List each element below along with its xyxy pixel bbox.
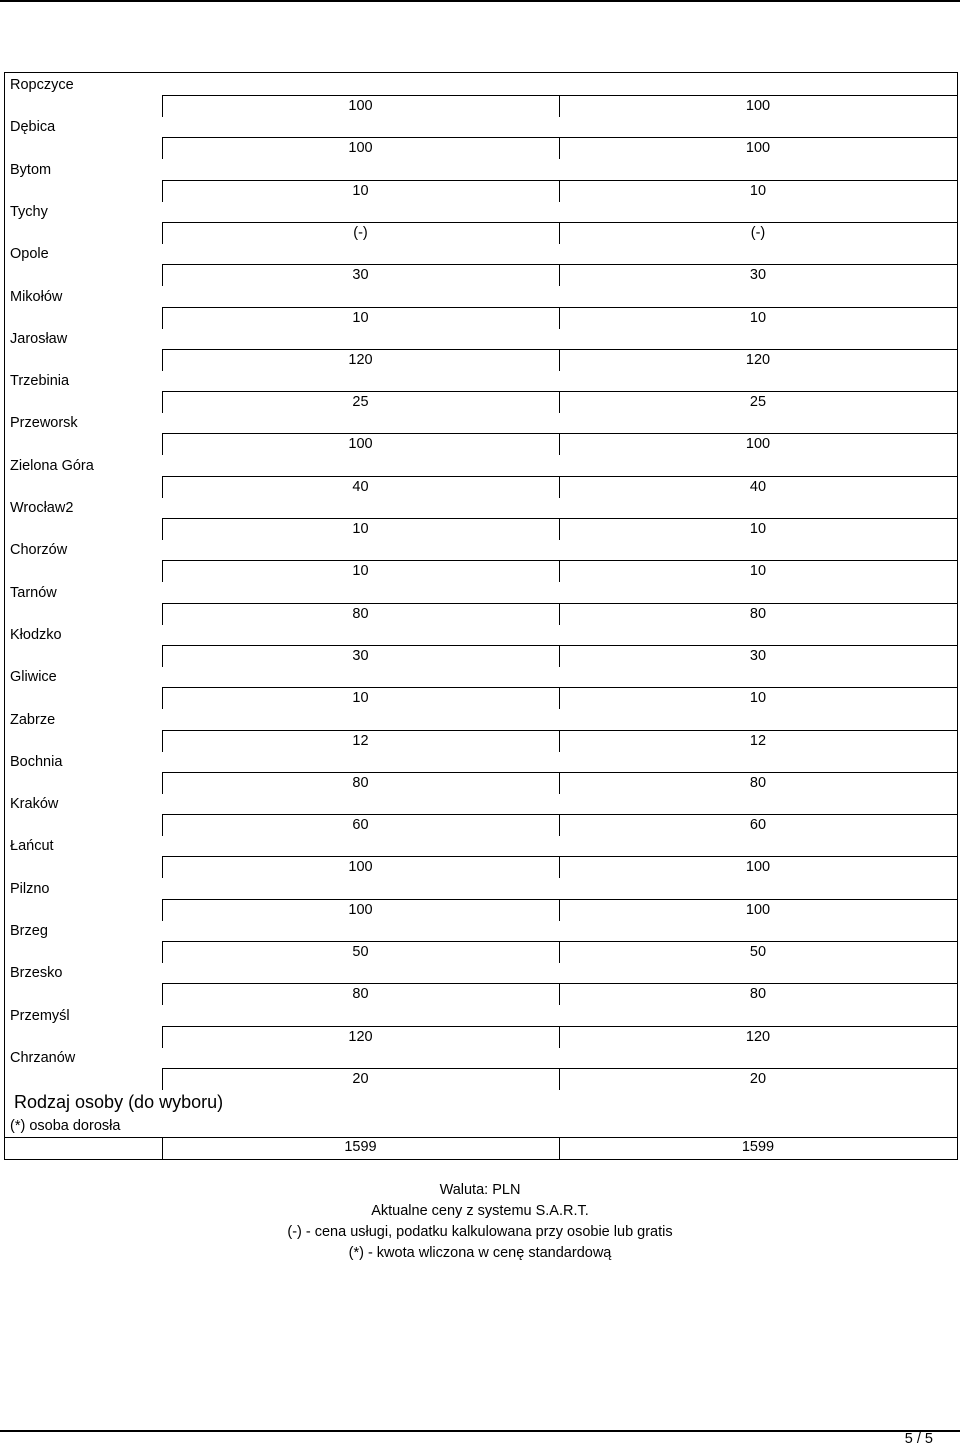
value-cell-1: 100 xyxy=(348,901,373,918)
value-cell-2: 30 xyxy=(749,267,767,284)
col-divider xyxy=(162,307,163,329)
value-cell-2: 100 xyxy=(745,436,771,453)
city-label: Chrzanów xyxy=(10,1049,76,1066)
col-divider xyxy=(162,433,163,455)
value-cell-2: 10 xyxy=(749,309,767,326)
value-cell-1: 60 xyxy=(352,817,369,834)
col-divider xyxy=(559,772,560,794)
col-divider xyxy=(559,391,560,413)
city-label: Mikołów xyxy=(10,288,63,305)
value-cell-1: 100 xyxy=(348,98,373,114)
value-cell-1: 80 xyxy=(352,774,369,791)
value-cell-1: 100 xyxy=(348,859,373,876)
col-divider xyxy=(559,941,560,963)
col-divider xyxy=(162,560,163,582)
city-label: Wrocław2 xyxy=(10,500,74,516)
city-label: Bochnia xyxy=(10,753,63,770)
value-cell-1: 80 xyxy=(352,605,369,622)
col-divider xyxy=(559,307,560,329)
col-divider xyxy=(162,941,163,963)
col-divider xyxy=(162,772,163,794)
col-divider xyxy=(559,264,560,286)
col-divider xyxy=(559,730,560,752)
value-cell-1: 10 xyxy=(352,690,369,707)
city-label: Bytom xyxy=(10,161,52,178)
city-label: Tychy xyxy=(10,203,48,220)
city-label: Przemyśl xyxy=(10,1007,70,1024)
value-cell-1: 50 xyxy=(352,944,369,960)
city-label: Tarnów xyxy=(10,584,57,601)
value-cell-2: (-) xyxy=(750,224,766,241)
value-cell-2: 80 xyxy=(749,986,767,1003)
col-divider xyxy=(559,603,560,625)
city-label: Pilzno xyxy=(10,880,50,897)
value-cell-2: 10 xyxy=(749,182,767,199)
value-cell-2: 30 xyxy=(749,647,767,664)
city-label: Chorzów xyxy=(10,542,68,559)
person-type-label: (*) osoba dorosła xyxy=(10,1118,121,1134)
col-divider xyxy=(162,264,163,286)
value-cell-2: 10 xyxy=(749,690,767,707)
total-value-2: 1599 xyxy=(741,1139,775,1155)
col-divider xyxy=(559,222,560,244)
currency-note: Waluta: PLN xyxy=(439,1182,521,1198)
col-divider xyxy=(559,560,560,582)
col-divider xyxy=(162,983,163,1005)
col-divider xyxy=(559,899,560,921)
col-divider xyxy=(559,137,560,159)
table-border-bottom xyxy=(4,1159,958,1160)
page-number: 5 / 5 xyxy=(904,1431,933,1447)
value-cell-1: 10 xyxy=(352,563,369,580)
col-divider xyxy=(162,814,163,836)
col-divider xyxy=(559,180,560,202)
col-divider xyxy=(559,476,560,498)
value-cell-1: 120 xyxy=(348,351,373,368)
value-cell-1: 10 xyxy=(352,309,369,326)
value-cell-2: 120 xyxy=(745,351,771,368)
value-cell-1: 30 xyxy=(352,647,369,664)
value-cell-1: 40 xyxy=(352,478,369,495)
legend-dash-note: (-) - cena usługi, podatku kalkulowana przy osobie lub gratis xyxy=(287,1224,673,1240)
value-cell-1: 10 xyxy=(352,521,369,537)
value-cell-1: 10 xyxy=(352,182,369,199)
city-label: Kłodzko xyxy=(10,626,62,643)
col-divider xyxy=(162,603,163,625)
value-cell-1: 20 xyxy=(352,1070,369,1087)
col-divider xyxy=(559,433,560,455)
col-divider xyxy=(162,1026,163,1048)
value-cell-2: 40 xyxy=(749,478,767,495)
city-label: Trzebinia xyxy=(10,373,70,390)
col-divider xyxy=(162,180,163,202)
col-divider xyxy=(162,222,163,244)
city-label: Kraków xyxy=(10,796,59,813)
col-divider xyxy=(559,856,560,878)
value-cell-1: 12 xyxy=(352,732,369,749)
value-cell-1: 25 xyxy=(352,394,369,411)
col-divider xyxy=(162,730,163,752)
col-divider xyxy=(162,687,163,709)
city-label: Przeworsk xyxy=(10,415,78,432)
col-divider xyxy=(559,349,560,371)
value-cell-2: 20 xyxy=(749,1070,767,1087)
city-label: Jarosław xyxy=(10,330,68,347)
col-divider xyxy=(162,1068,163,1090)
col-divider xyxy=(559,95,560,117)
table-border-left xyxy=(4,72,5,1160)
city-label: Brzeg xyxy=(10,923,48,939)
col-divider xyxy=(559,518,560,540)
value-cell-2: 25 xyxy=(749,394,767,411)
value-cell-2: 10 xyxy=(749,521,767,537)
col-divider xyxy=(162,518,163,540)
value-cell-2: 50 xyxy=(749,944,767,960)
value-cell-2: 100 xyxy=(745,859,771,876)
value-cell-2: 12 xyxy=(749,732,767,749)
col-divider xyxy=(162,645,163,667)
value-cell-2: 120 xyxy=(745,1028,771,1045)
city-label: Brzesko xyxy=(10,965,63,982)
col-divider xyxy=(559,983,560,1005)
value-cell-2: 60 xyxy=(749,817,767,834)
col-divider xyxy=(162,899,163,921)
city-label: Dębica xyxy=(10,119,56,136)
col-divider xyxy=(162,476,163,498)
value-cell-2: 80 xyxy=(749,605,767,622)
col-divider xyxy=(559,1068,560,1090)
value-cell-2: 100 xyxy=(745,901,771,918)
top-rule xyxy=(0,0,960,2)
footer-notes xyxy=(0,1180,960,1264)
city-label: Opole xyxy=(10,246,49,263)
city-label: Gliwice xyxy=(10,669,57,686)
value-cell-1: (-) xyxy=(353,224,368,241)
value-cell-1: 100 xyxy=(348,436,373,453)
col-divider xyxy=(559,1026,560,1048)
col-divider xyxy=(559,645,560,667)
col-divider xyxy=(162,391,163,413)
col-divider xyxy=(162,95,163,117)
city-label: Łańcut xyxy=(10,838,54,855)
legend-star-note: (*) - kwota wliczona w cenę standardową xyxy=(348,1245,612,1261)
col-divider xyxy=(162,349,163,371)
value-cell-2: 10 xyxy=(749,563,767,580)
city-label: Ropczyce xyxy=(10,77,74,93)
bottom-rule xyxy=(0,1430,960,1432)
total-value-1: 1599 xyxy=(344,1139,377,1155)
section-heading: Rodzaj osoby (do wyboru) xyxy=(14,1092,224,1112)
value-cell-1: 120 xyxy=(348,1028,373,1045)
value-cell-2: 100 xyxy=(745,98,771,114)
value-cell-1: 30 xyxy=(352,267,369,284)
value-cell-2: 100 xyxy=(745,140,771,157)
col-divider xyxy=(559,814,560,836)
city-label: Zabrze xyxy=(10,711,56,728)
table-border-right xyxy=(957,72,958,1160)
table-border-top xyxy=(4,72,957,73)
value-cell-1: 100 xyxy=(348,140,373,157)
value-cell-2: 80 xyxy=(749,774,767,791)
value-cell-1: 80 xyxy=(352,986,369,1003)
city-label: Zielona Góra xyxy=(10,457,94,474)
prices-note: Aktualne ceny z systemu S.A.R.T. xyxy=(371,1203,589,1219)
col-divider xyxy=(559,687,560,709)
col-divider xyxy=(162,137,163,159)
col-divider xyxy=(162,856,163,878)
